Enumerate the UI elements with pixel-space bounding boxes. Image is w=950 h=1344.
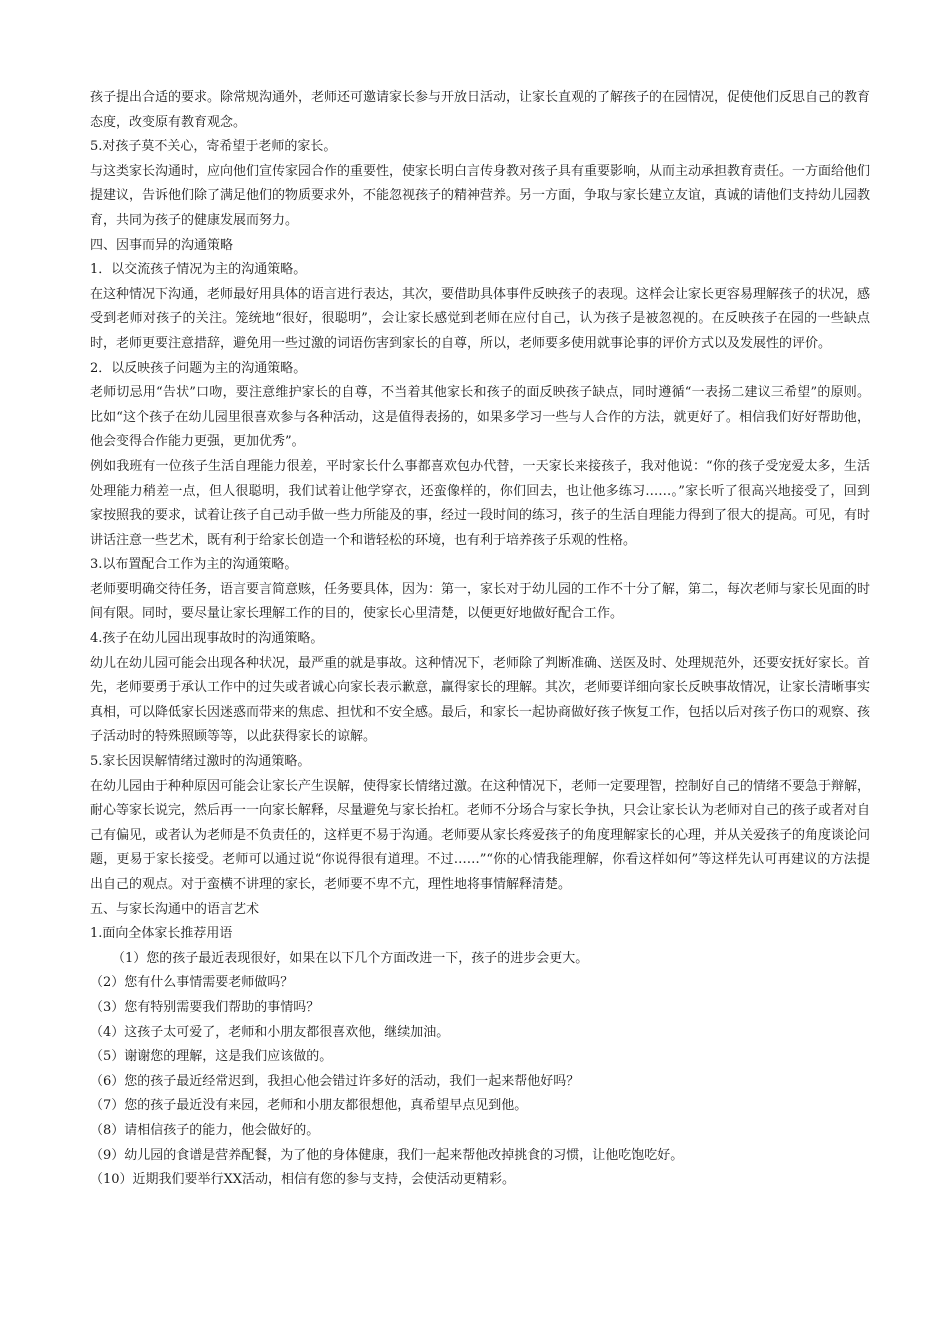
list-item: （1）您的孩子最近表现很好，如果在以下几个方面改进一下，孩子的进步会更大。: [112, 950, 589, 966]
paragraph-strategy-3: 老师要明确交待任务，语言要言简意赅，任务要具体，因为：第一，家长对于幼儿园的工作不十分了解，第二，每次老师与家长见面的时间有限。同时，要尽量让家长理解工作的目的，使家长心里清楚，以便更好地做好配合工作。: [90, 581, 871, 622]
list-item: （9）幼儿园的食谱是营养配餐，为了他的身体健康，我们一起来帮他改掉挑食的习惯，让他吃饱吃好。: [90, 1147, 684, 1163]
paragraph-strategy-2-example: 例如我班有一位孩子生活自理能力很差，平时家长什么事都喜欢包办代替，一天家长来接孩子，我对他说：“你的孩子受宠爱太多，生活处理能力稍差一点，但人很聪明，我们试着让他学穿衣，还蛮像样的，你们回去，也让他多练习……。”家长听了很高兴地接受了，回到家按照我的要求，试着让孩子自己动手做一些力所能及的事，经过一段时间的练习，孩子的生活自理能力得到了很大的提高。可见，有时讲话注意一些艺术，既有利于给家长创造一个和谐轻松的环境，也有利于培养孩子乐观的性格。: [90, 458, 871, 548]
paragraph-strategy-2: 老师切忌用“告状”口吻，要注意维护家长的自尊，不当着其他家长和孩子的面反映孩子缺点，同时遵循“一表扬二建议三希望”的原则。比如“这个孩子在幼儿园里很喜欢参与各种活动，这是值得表扬的，如果多学习一些与人合作的方法，就更好了。相信我们好好帮助他，他会变得合作能力更强，更加优秀”。: [90, 385, 870, 450]
list-item: （2）您有什么事情需要老师做吗？: [90, 975, 294, 991]
list-item: （6）您的孩子最近经常迟到，我担心他会错过许多好的活动，我们一起来帮他好吗？: [90, 1073, 580, 1089]
subheading-strategy-5: 5.家长因误解情绪过激时的沟通策略。: [90, 754, 311, 770]
list-item: （10）近期我们要举行XX活动，相信有您的参与支持，会使活动更精彩。: [90, 1172, 516, 1188]
subheading-strategy-4: 4.孩子在幼儿园出现事故时的沟通策略。: [90, 631, 324, 647]
phrase-list: [90, 947, 870, 1193]
list-item: （7）您的孩子最近没有来园，老师和小朋友都很想他，真希望早点见到他。: [90, 1098, 528, 1114]
paragraph-parent-type-5: 与这类家长沟通时，应向他们宣传家园合作的重要性，使家长明白言传身教对孩子具有重要影响，从而主动承担教育责任。一方面给他们提建议，告诉他们除了满足他们的物质要求外，不能忽视孩子的精神营养。另一方面，争取与家长建立友谊，真诚的请他们支持幼儿园教育，共同为孩子的健康发展而努力。: [90, 163, 871, 228]
subheading-recommended-phrases: 1.面向全体家长推荐用语: [90, 926, 233, 942]
subheading-strategy-3: 3.以布置配合工作为主的沟通策略。: [90, 557, 298, 573]
list-item: （8）请相信孩子的能力，他会做好的。: [90, 1122, 320, 1138]
list-item: （3）您有特别需要我们帮助的事情吗？: [90, 999, 320, 1015]
document-page: [90, 86, 870, 1193]
paragraph-strategy-5: 在幼儿园由于种种原因可能会让家长产生误解，使得家长情绪过激。在这种情况下，老师一定要理智，控制好自己的情绪不要急于辩解，耐心等家长说完，然后再一一向家长解释，尽量避免与家长抬杠。老师不分场合与家长争执，只会让家长认为老师对自己的孩子或者对自己有偏见，或者认为老师是不负责任的，这样更不易于沟通。老师要从家长疼爱孩子的角度理解家长的心理，并从关爱孩子的角度谈论问题，更易于家长接受。老师可以通过说“你说得很有道理。不过……”“你的心情我能理解，你看这样如何”等这样先认可再建议的方法提出自己的观点。对于蛮横不讲理的家长，老师要不卑不亢，理性地将事情解释清楚。: [90, 778, 871, 892]
paragraph-intro-continued: 孩子提出合适的要求。除常规沟通外，老师还可邀请家长参与开放日活动，让家长直观的了解孩子的在园情况，促使他们反思自己的教育态度，改变原有教育观念。: [90, 90, 871, 130]
paragraph-strategy-4: 幼儿在幼儿园可能会出现各种状况，最严重的就是事故。这种情况下，老师除了判断准确、送医及时、处理规范外，还要安抚好家长。首先，老师要勇于承认工作中的过失或者诚心向家长表示歉意，赢得家长的理解。其次，老师要详细向家长反映事故情况，让家长清晰事实真相，可以降低家长因迷惑而带来的焦虑、担忧和不安全感。最后，和家长一起协商做好孩子恢复工作，包括以后对孩子伤口的观察、孩子活动时的特殊照顾等等，以此获得家长的谅解。: [90, 655, 871, 745]
subheading-strategy-2: 2．以反映孩子问题为主的沟通策略。: [90, 360, 307, 376]
section-heading-4: 四、因事而异的沟通策略: [90, 237, 234, 253]
paragraph-strategy-1: 在这种情况下沟通，老师最好用具体的语言进行表达，其次，要借助具体事件反映孩子的表现。这样会让家长更容易理解孩子的状况，感受到老师对孩子的关注。笼统地“很好，很聪明”，会让家长感觉到老师在应付自己，认为孩子是被忽视的。在反映孩子在园的一些缺点时，老师更要注意措辞，避免用一些过激的词语伤害到家长的自尊，所以，老师要多使用就事论事的评价方式以及发展性的评价。: [90, 286, 871, 351]
list-item: （4）这孩子太可爱了，老师和小朋友都很喜欢他，继续加油。: [90, 1024, 450, 1040]
subheading-strategy-1: 1．以交流孩子情况为主的沟通策略。: [90, 262, 307, 278]
subheading-parent-type-5: 5.对孩子莫不关心，寄希望于老师的家长。: [90, 139, 337, 155]
list-item: （5）谢谢您的理解，这是我们应该做的。: [90, 1049, 333, 1065]
section-heading-5: 五、与家长沟通中的语言艺术: [90, 901, 260, 917]
